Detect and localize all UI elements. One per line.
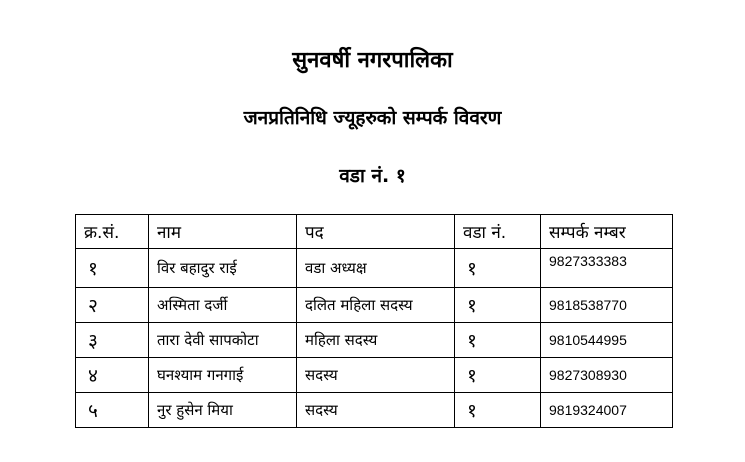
table-row [76,358,673,393]
table-row [76,323,673,358]
cell-serial: ४ [76,358,149,393]
document-subtitle: जनप्रतिनिधि ज्यूहरुको सम्पर्क विवरण [243,107,502,129]
header-ward: वडा नं. [455,215,541,249]
cell-name: नुर हुसेन मिया [149,393,297,428]
cell-serial: २ [76,288,149,323]
cell-contact-number: 9810544995 [541,323,673,358]
representatives-contact-table [75,214,673,428]
cell-name: तारा देवी सापकोटा [149,323,297,358]
cell-serial: १ [76,249,149,288]
cell-name: विर बहादुर राई [149,249,297,288]
cell-ward: १ [455,358,541,393]
cell-contact-number: 9818538770 [541,288,673,323]
cell-ward: १ [455,288,541,323]
table-row [76,288,673,323]
cell-ward: १ [455,249,541,288]
cell-ward: १ [455,393,541,428]
cell-serial: ५ [76,393,149,428]
cell-contact-number: 9827333383 [541,249,673,288]
cell-serial: ३ [76,323,149,358]
table-row [76,249,673,288]
table-header-row [76,215,673,249]
ward-heading: वडा नं. १ [339,165,406,187]
cell-contact-number: 9819324007 [541,393,673,428]
cell-name: घनश्याम गनगाई [149,358,297,393]
cell-position: सदस्य [297,393,455,428]
header-name: नाम [149,215,297,249]
cell-ward: १ [455,323,541,358]
cell-contact-number: 9827308930 [541,358,673,393]
cell-position: सदस्य [297,358,455,393]
header-position: पद [297,215,455,249]
municipality-title: सुनवर्षी नगरपालिका [292,48,453,73]
cell-position: दलित महिला सदस्य [297,288,455,323]
header-serial: क्र.सं. [76,215,149,249]
header-contact: सम्पर्क नम्बर [541,215,673,249]
cell-position: महिला सदस्य [297,323,455,358]
cell-name: अस्मिता दर्जी [149,288,297,323]
cell-position: वडा अध्यक्ष [297,249,455,288]
table-row [76,393,673,428]
